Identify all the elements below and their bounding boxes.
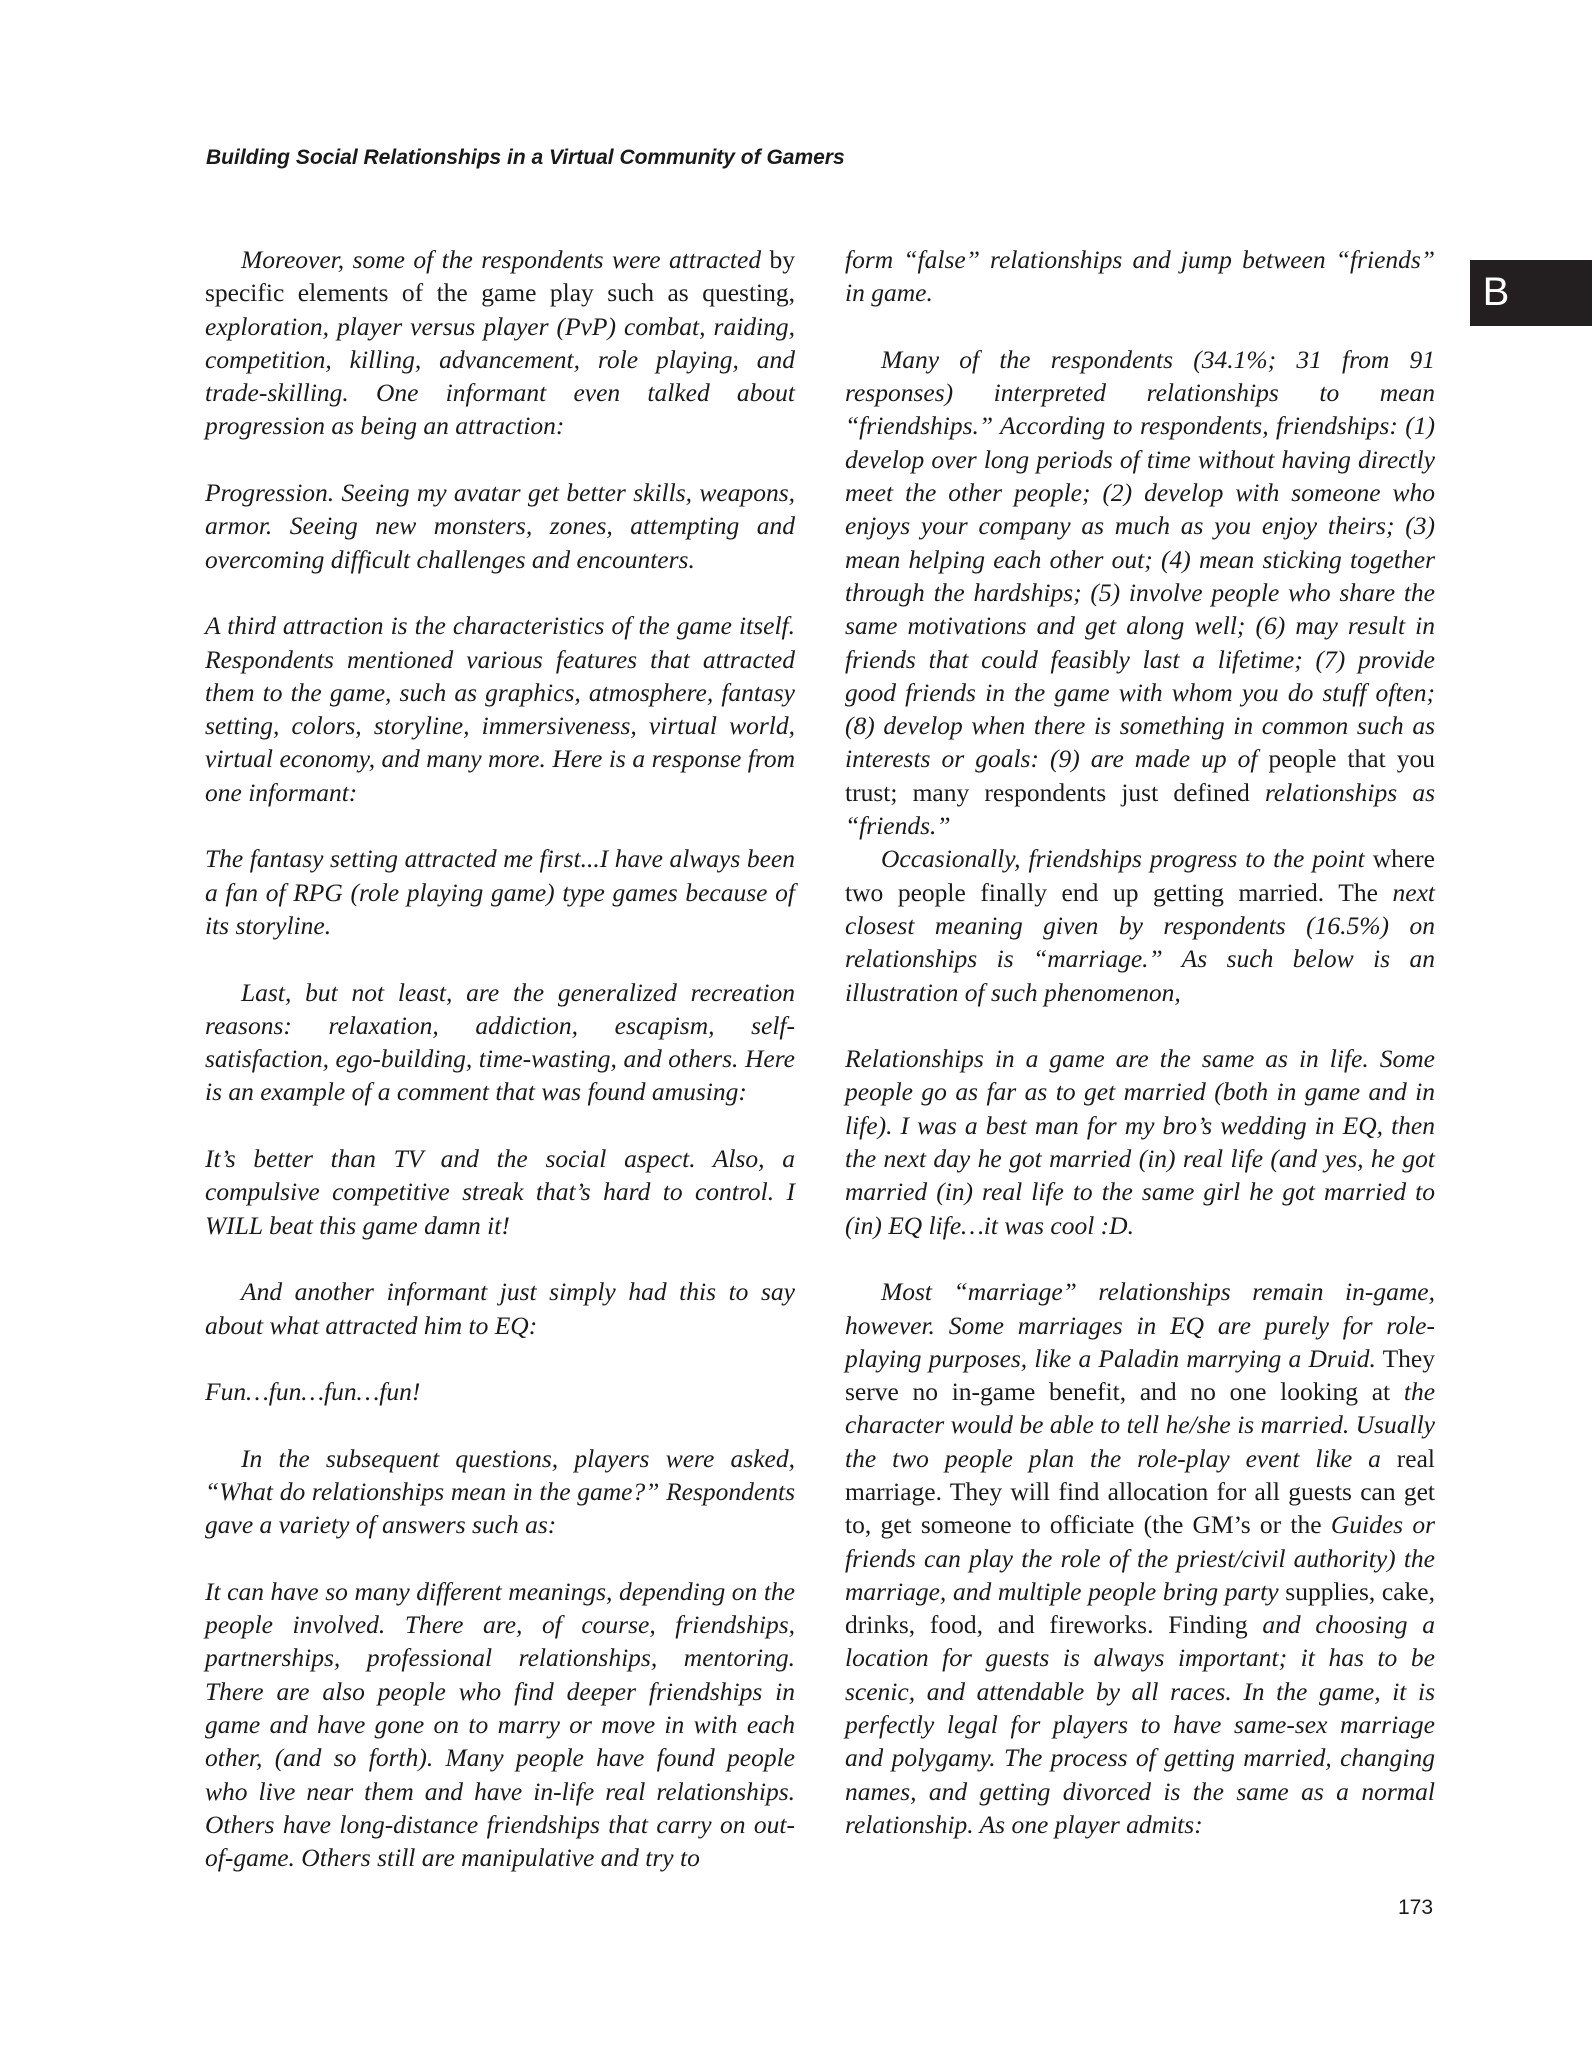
paragraph: [845, 1275, 1435, 1841]
text-span: exploration, player versus player (PvP) combat, raiding, competition, killing, advancement, role playing, and trade-skilling. One informant even talked about progression as being an attraction:: [205, 311, 795, 441]
text-span: Moreover, some of the respondents were attracted: [241, 245, 762, 274]
paragraph: [845, 343, 1435, 842]
section-tab-letter: B: [1482, 270, 1510, 314]
block-quote: It’s better than TV and the social aspect. Also, a compulsive competitive streak that’s hard to control. I WILL beat this game damn it!: [205, 1144, 795, 1240]
text-span: by specific elements of the game play such as questing,: [205, 245, 796, 308]
block-quote: It can have so many different meanings, depending on the people involved. There are, of course, friendships, partnerships, professional relationships, mentoring. There are also people who find deeper friendships in game and have gone on to marry or move in with each other, (and so forth). Many people have found people who live near them and have in-life real relationships. Others have long-distance friendships that carry on out-of-game. Others still are manipulative and try to: [205, 1576, 795, 1873]
paragraph: In the subsequent questions, players were asked, “What do relationships mean in the game?” Respondents gave a variety of answers such as:: [205, 1443, 795, 1540]
left-column: [205, 243, 795, 1875]
paragraph: [205, 243, 795, 443]
text-span: real marriage. They will find allocation for all guests can get to, get someone to officiate (the GM’s or the: [845, 1443, 1436, 1540]
block-quote: The fantasy setting attracted me first...I have always been a fan of RPG (role playing game) type games because of its storyline.: [205, 844, 795, 940]
section-tab: [1470, 260, 1592, 326]
block-quote: Fun…fun…fun…fun!: [205, 1377, 421, 1407]
paragraph: And another informant just simply had this to say about what attracted him to EQ:: [205, 1277, 795, 1340]
page-number: 173: [1398, 1896, 1434, 1919]
text-span: people that you trust; many respondents just defined: [845, 744, 1435, 807]
text-span: Occasionally, friendships progress to the point: [881, 844, 1365, 874]
text-span: supplies, cake, drinks, food, and fireworks. Finding: [845, 1576, 1436, 1640]
text-span: Guides or friends can play the role of the priest/civil authority) the marriage, and multiple people bring party: [845, 1510, 1435, 1606]
text-span: where two people finally end up getting married. The: [845, 844, 1435, 907]
text-span: They serve no in-game benefit, and no one looking at: [845, 1343, 1436, 1407]
text-span: next closest meaning given by respondents (16.5%) on relationships is “marriage.” As such below is an illustration of such phenomenon,: [845, 877, 1435, 1007]
block-quote-continued: form “false” relationships and jump between “friends” in game.: [845, 245, 1435, 308]
paragraph: A third attraction is the characteristics of the game itself. Respondents mentioned various features that attracted them to the game, such as graphics, atmosphere, fantasy setting, colors, storyline, immersiveness, virtual world, virtual economy, and many more. Here is a response from one informant:: [205, 611, 795, 807]
text-span: Many of the respondents (34.1%; 31 from 91 responses) interpreted relationships to mean “friendships.” According to respondents, friendships: (1) develop over long periods of time without having directly meet the other people; (2) develop with someone who enjoys your company as much as you enjoy theirs; (3) mean helping each other out; (4) mean sticking together through the hardships; (5) involve people who share the same motivations and get along well; (6) may result in friends that could feasibly last a lifetime; (7) provide good friends in the game with whom you do stuff often; (8) develop when there is something in common such as interests or goals: (9) are made up of: [845, 344, 1435, 774]
right-column: [845, 243, 1435, 1841]
paragraph: Last, but not least, are the generalized recreation reasons: relaxation, addiction, escapism, self-satisfaction, ego-building, time-wasting, and others. Here is an example of a comment that was found amusing:: [205, 977, 795, 1107]
text-span: and choosing a location for guests is always important; it has to be scenic, and attendable by all races. In the game, it is perfectly legal for players to have same-sex marriage and polygamy. The process of getting married, changing names, and getting divorced is the same as a normal relationship. As one player admits:: [845, 1610, 1435, 1839]
block-quote: Progression. Seeing my avatar get better skills, weapons, armor. Seeing new monsters, zones, attempting and overcoming difficult challenges and encounters.: [205, 478, 795, 574]
text-span: relationships as “friends.”: [845, 777, 1436, 841]
paragraph: [845, 842, 1435, 1008]
block-quote: Relationships in a game are the same as in life. Some people go as far as to get married (both in game and in life). I was a best man for my bro’s wedding in EQ, then the next day he got married (in) real life (and yes, he got married (in) real life to the same girl he got married to (in) EQ life…it was cool :D.: [845, 1044, 1435, 1240]
text-span: Most “marriage” relationships remain in-game, however. Some marriages in EQ are purely for role-playing purposes, like a Paladin marrying a Druid.: [845, 1277, 1435, 1373]
running-header: Building Social Relationships in a Virtual Community of Gamers: [206, 146, 845, 169]
text-span: the character would be able to tell he/she is married. Usually the two people plan the role-play event like a: [845, 1377, 1436, 1473]
